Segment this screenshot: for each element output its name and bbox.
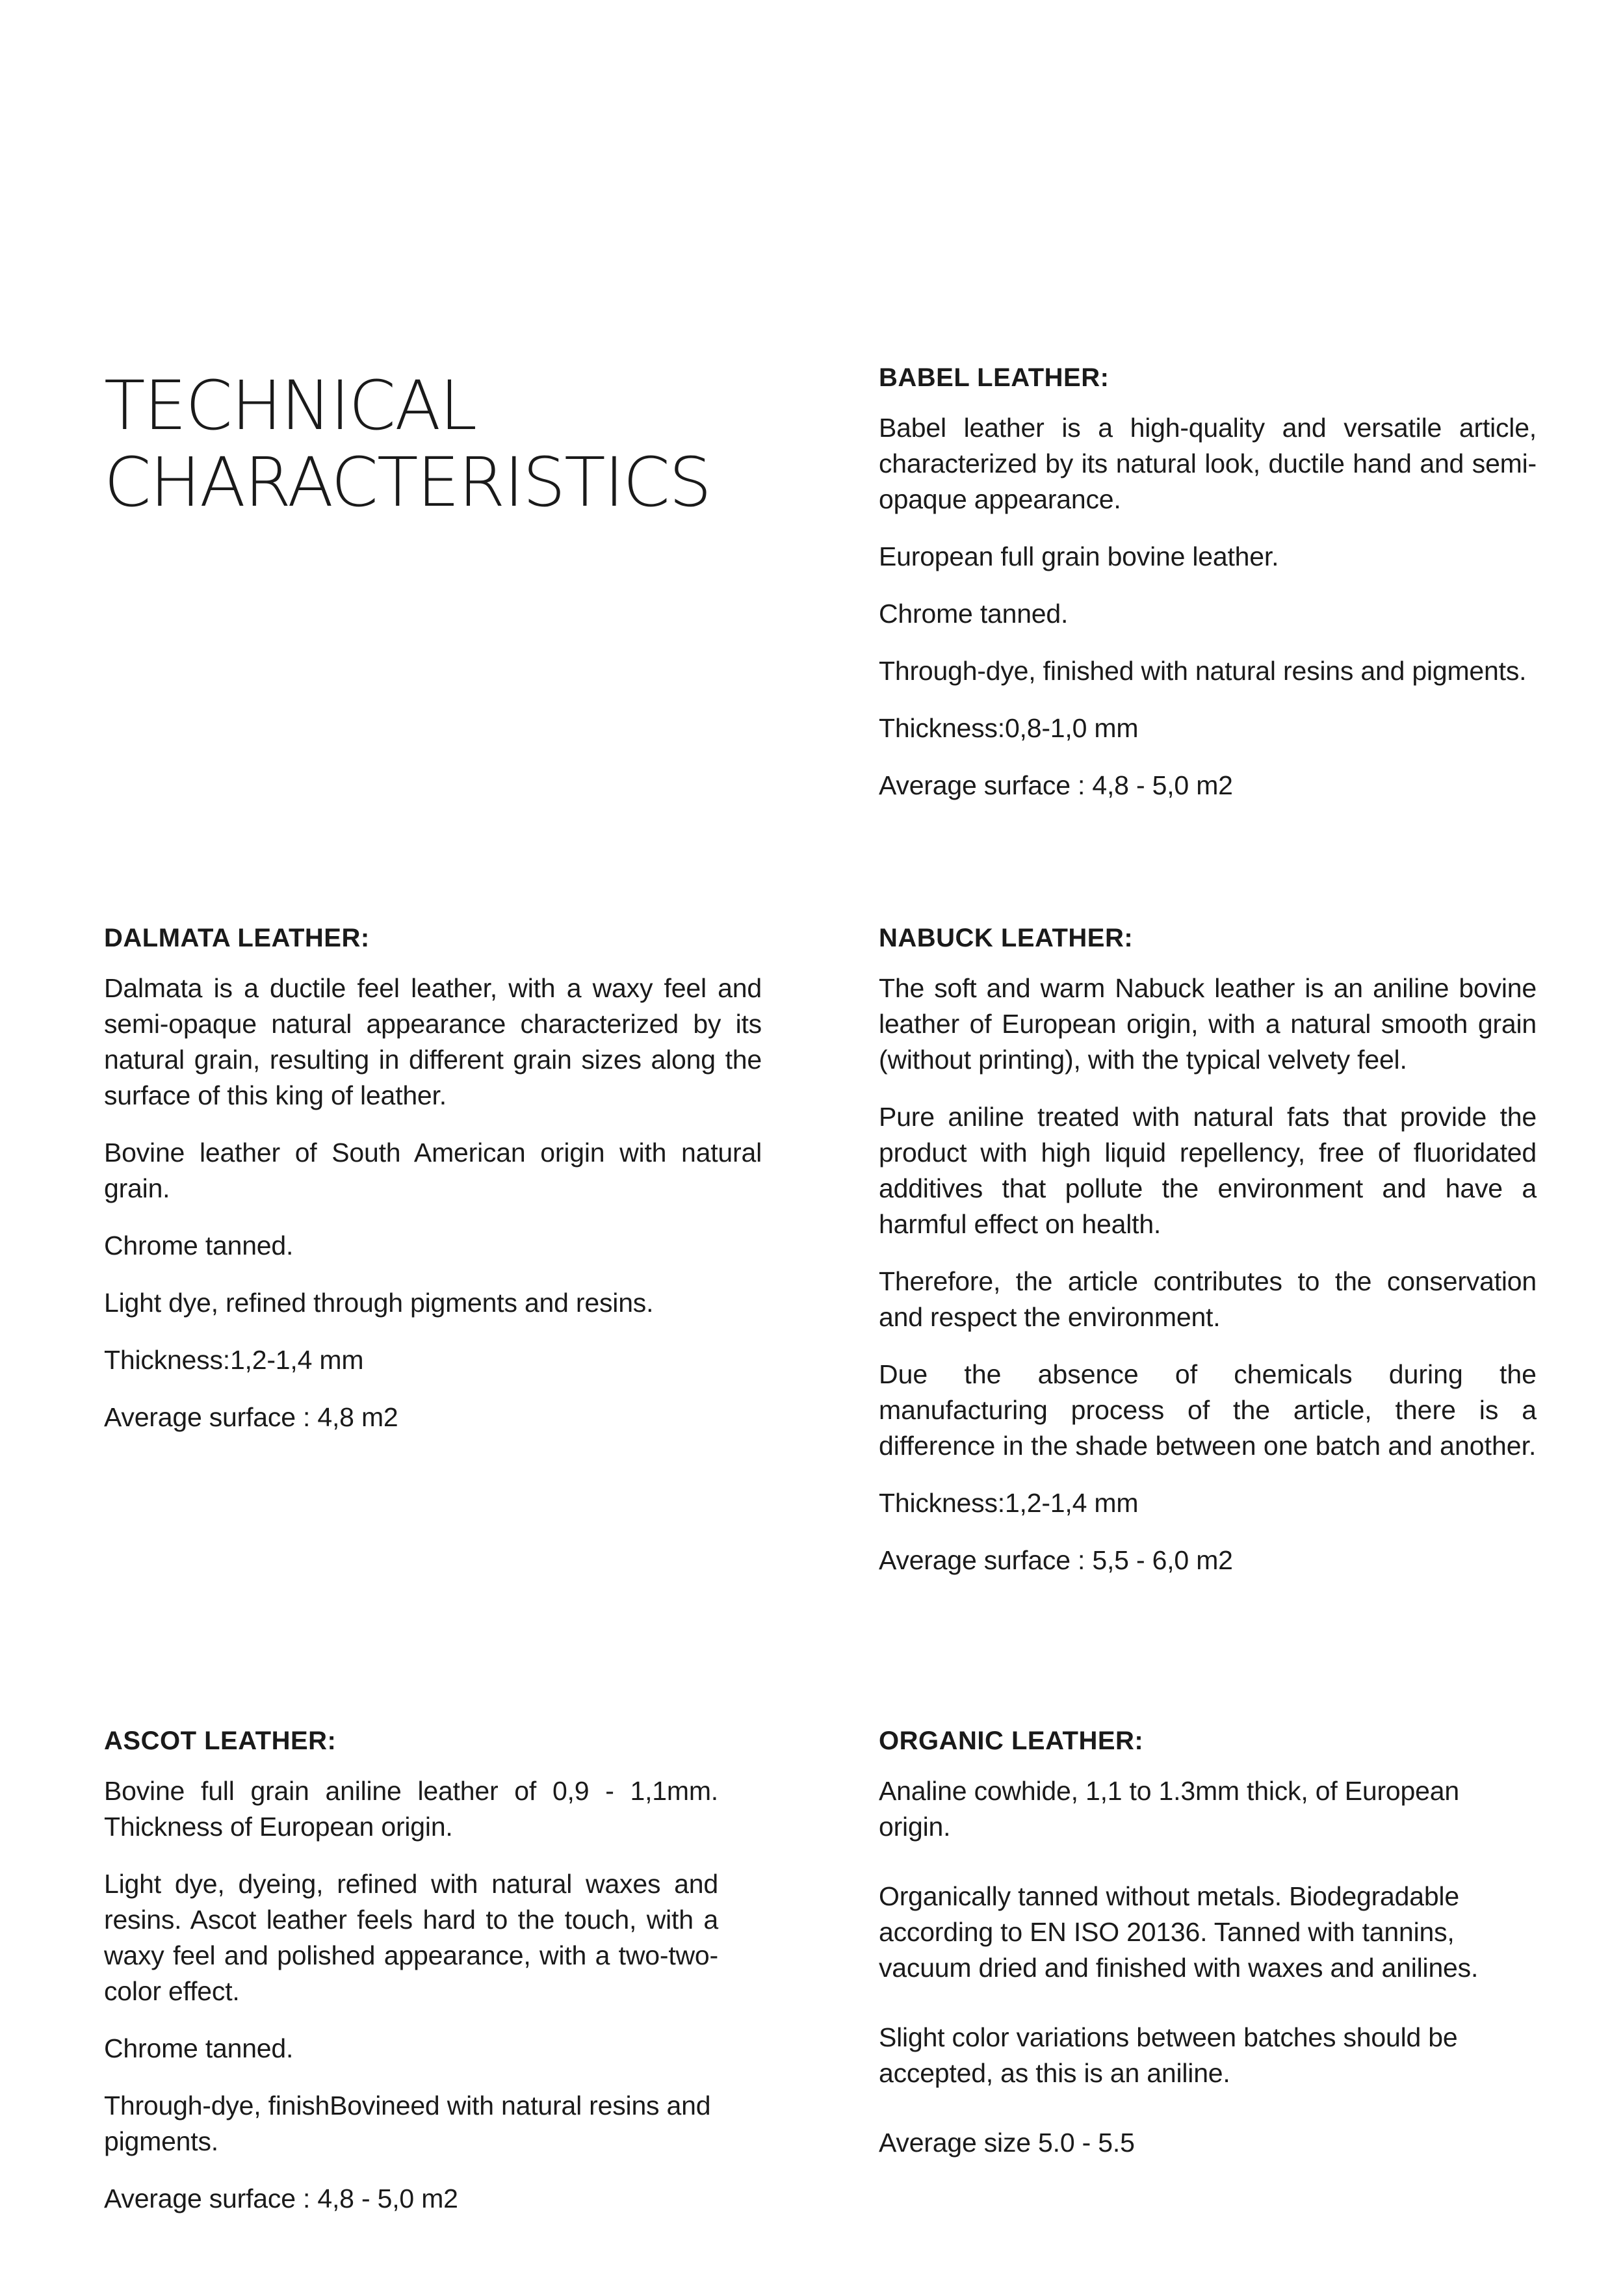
section-paragraph: Dalmata is a ductile feel leather, with a waxy feel and semi-opaque natural appearance characterized by its natural grain, resulting in different grain sizes along the surface of this king of leather. <box>104 973 762 1110</box>
section-paragraph: Chrome tanned. <box>879 599 1069 629</box>
section-heading: NABUCK LEATHER: <box>879 924 1134 952</box>
section-paragraph: European full grain bovine leather. <box>879 541 1279 571</box>
nabuck-leather-section <box>879 920 1537 1600</box>
section-paragraph: Bovine full grain aniline leather of 0,9 - 1,1mm. Thickness of European origin. <box>104 1776 718 1842</box>
section-paragraph: Chrome tanned. <box>104 1231 294 1260</box>
page-title <box>104 367 710 521</box>
section-paragraph: Pure aniline treated with natural fats that provide the product with high liquid repellency, free of fluoridated additives that pollute the environment and have a harmful effect on health. <box>879 1102 1537 1239</box>
ascot-leather-section <box>104 1723 718 2238</box>
section-paragraph: Therefore, the article contributes to the conservation and respect the environment. <box>879 1266 1537 1332</box>
page-title-line-1: TECHNICAL <box>104 366 476 445</box>
section-heading: ASCOT LEATHER: <box>104 1727 337 1755</box>
section-paragraph: Thickness:0,8-1,0 mm <box>879 713 1139 743</box>
section-paragraph: The soft and warm Nabuck leather is an aniline bovine leather of European origin, with a natural smooth grain (without printing), with the typical velvety feel. <box>879 973 1537 1075</box>
section-paragraph: Average surface : 5,5 - 6,0 m2 <box>879 1545 1233 1575</box>
section-paragraph: Analine cowhide, 1,1 to 1.3mm thick, of European origin. <box>879 1776 1459 1842</box>
section-paragraph: Light dye, dyeing, refined with natural waxes and resins. Ascot leather feels hard to the touch, with a waxy feel and polished appearance, with a two-two-color effect. <box>104 1869 718 2006</box>
section-paragraph: Average surface : 4,8 - 5,0 m2 <box>879 770 1233 800</box>
section-paragraph: Average size 5.0 - 5.5 <box>879 2128 1135 2158</box>
section-paragraph: Slight color variations between batches should be accepted, as this is an aniline. <box>879 2022 1458 2088</box>
section-paragraph: Due the absence of chemicals during the manufacturing process of the article, there is a difference in the shade between one batch and another. <box>879 1359 1537 1461</box>
section-paragraph: Through-dye, finished with natural resins and pigments. <box>879 656 1527 686</box>
section-paragraph: Babel leather is a high-quality and versatile article, characterized by its natural look, ductile hand and semi-opaque appearance. <box>879 413 1537 514</box>
section-paragraph: Average surface : 4,8 - 5,0 m2 <box>104 2184 458 2213</box>
babel-leather-section <box>879 359 1537 825</box>
section-paragraph: Bovine leather of South American origin with natural grain. <box>104 1138 762 1203</box>
section-paragraph: Organically tanned without metals. Biodegradable according to EN ISO 20136. Tanned with tannins, vacuum dried and finished with waxes and anilines. <box>879 1881 1479 1983</box>
section-paragraph: Thickness:1,2-1,4 mm <box>879 1488 1139 1518</box>
section-heading: DALMATA LEATHER: <box>104 924 370 952</box>
section-heading: ORGANIC LEATHER: <box>879 1727 1144 1755</box>
section-paragraph: Light dye, refined through pigments and resins. <box>104 1288 654 1318</box>
dalmata-leather-section <box>104 920 762 1457</box>
section-paragraph: Through-dye, finishBovineed with natural resins and pigments. <box>104 2091 711 2156</box>
page-title-line-2: CHARACTERISTICS <box>104 443 710 522</box>
organic-leather-section <box>879 1723 1537 2195</box>
section-heading: BABEL LEATHER: <box>879 363 1110 392</box>
section-paragraph: Thickness:1,2-1,4 mm <box>104 1345 364 1375</box>
section-paragraph: Average surface : 4,8 m2 <box>104 1402 398 1432</box>
section-paragraph: Chrome tanned. <box>104 2033 294 2063</box>
